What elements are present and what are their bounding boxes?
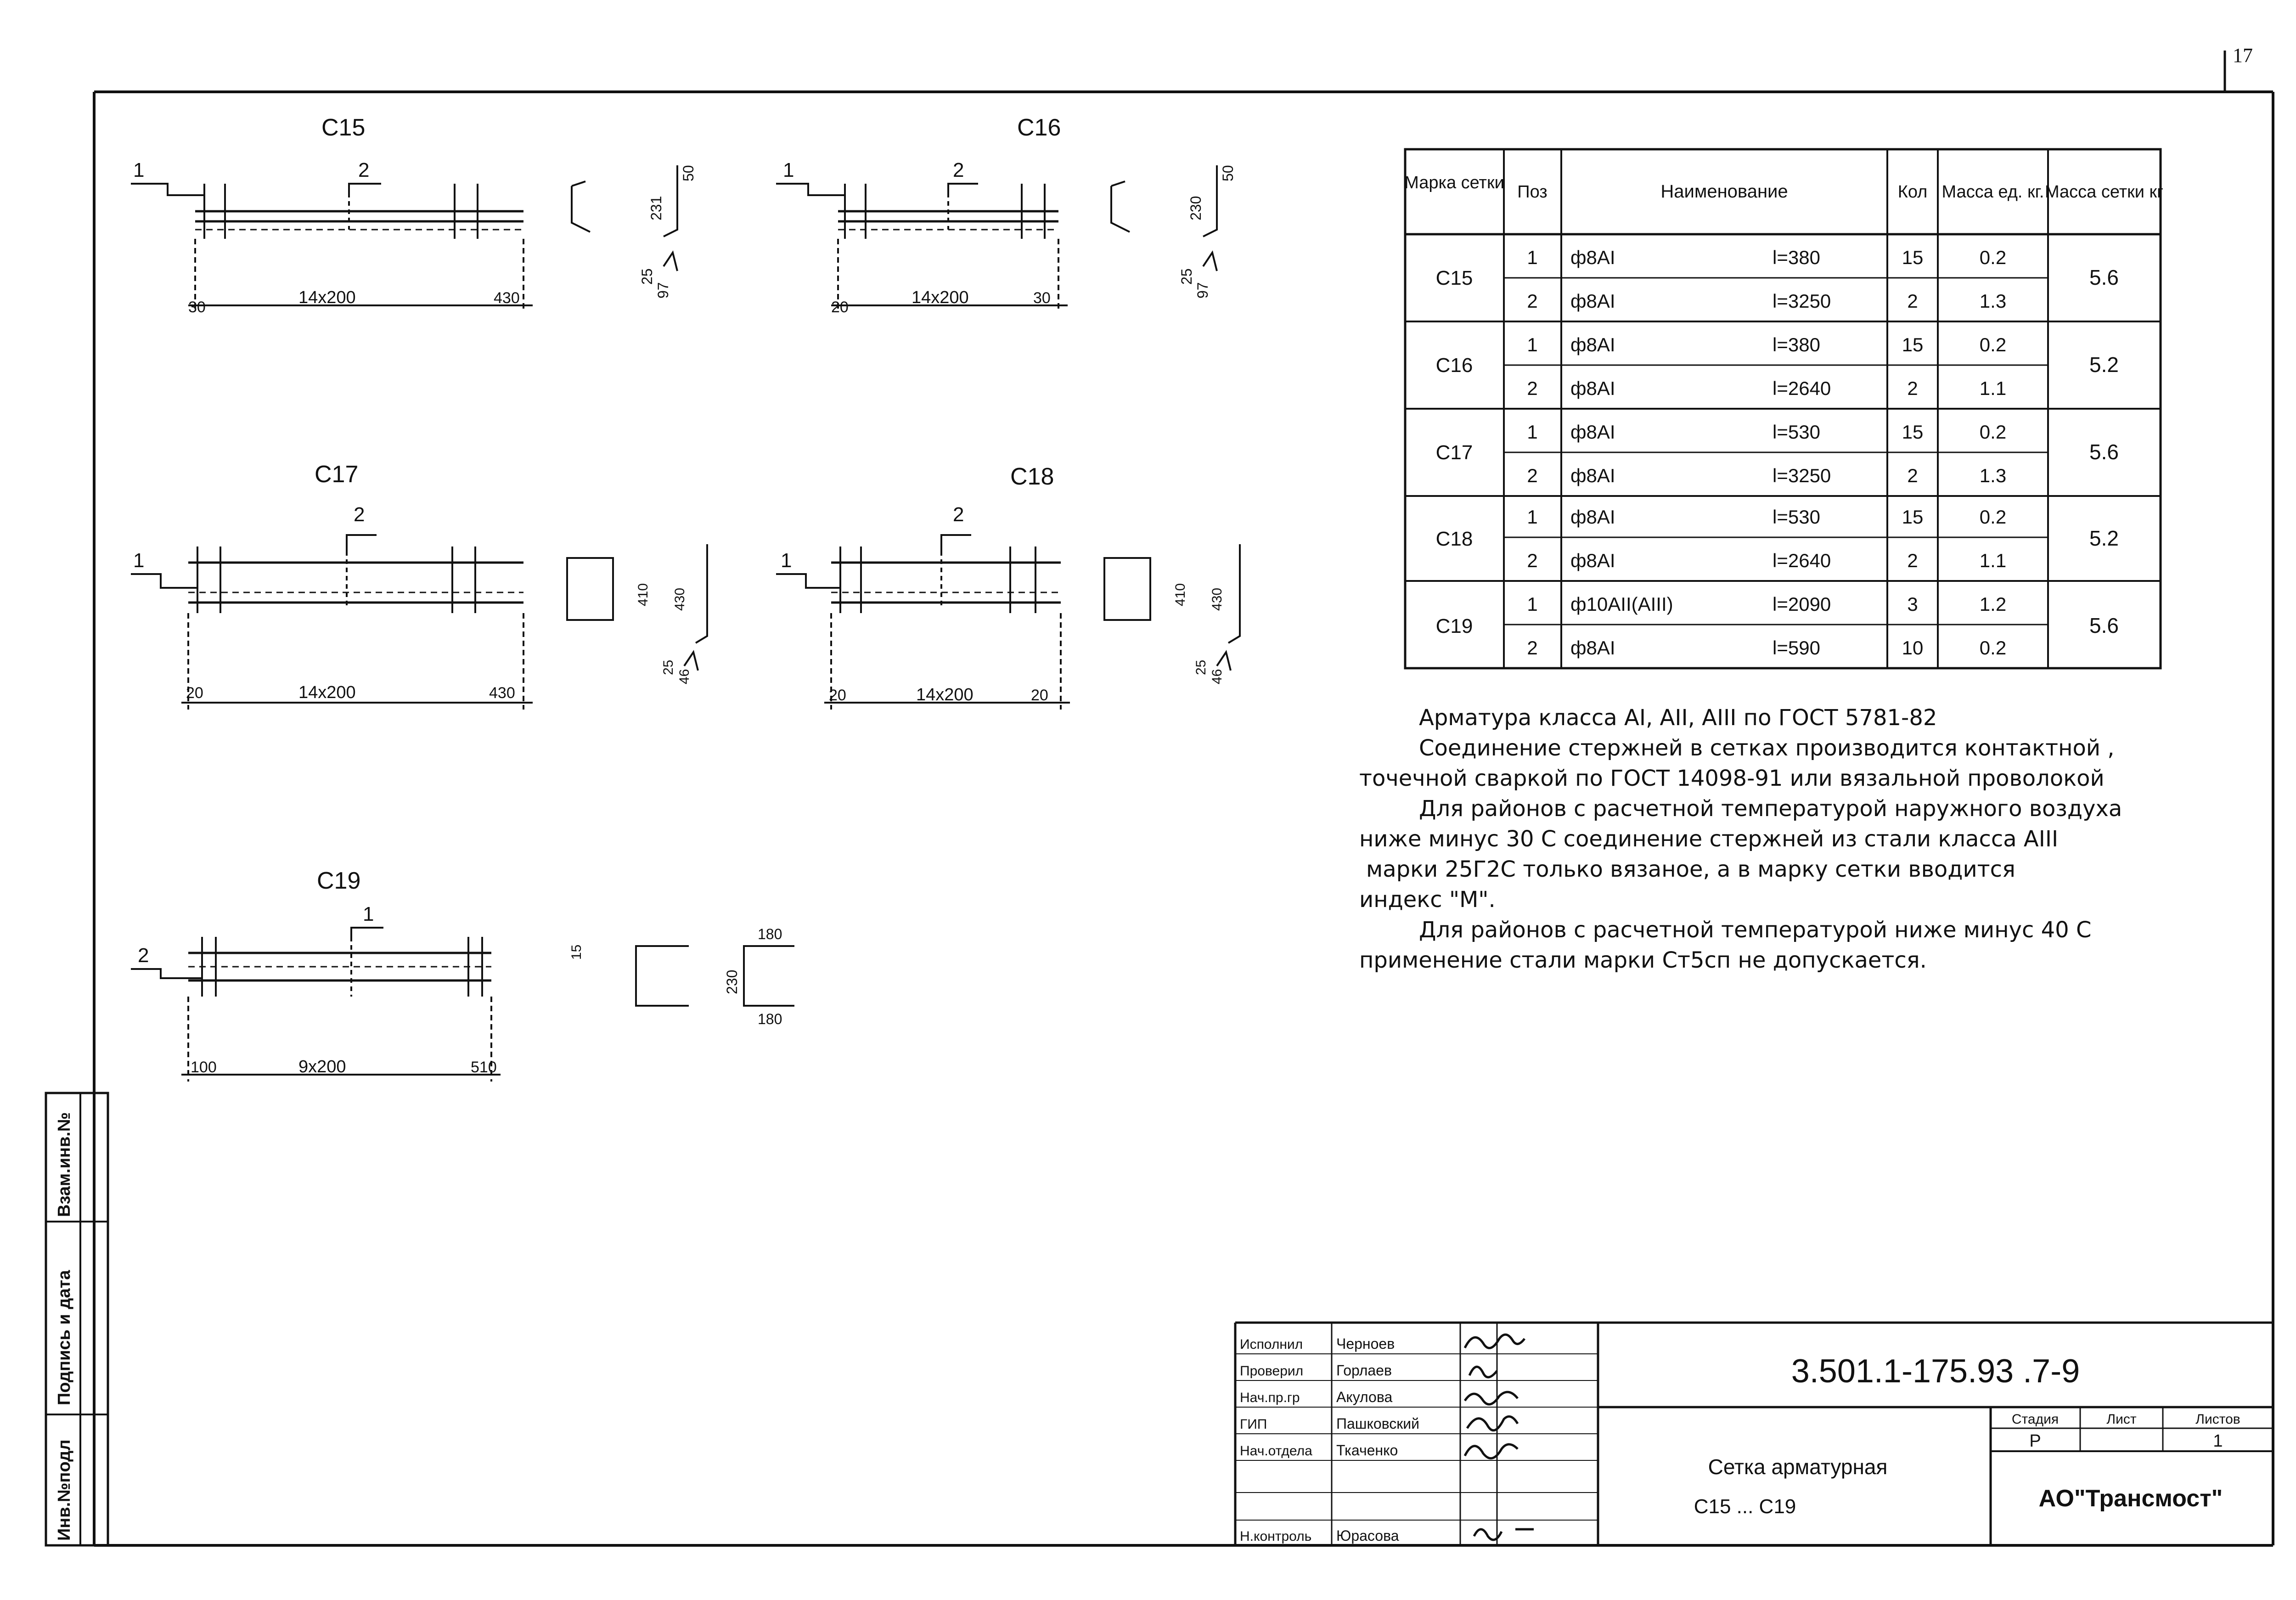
table-qty: 2 [1907,377,1918,399]
table-pos: 2 [1527,637,1538,659]
c16-dim-right: 30 [1033,289,1051,307]
table-mesh-mass: 5.2 [2089,353,2119,377]
stage-label: Стадия [2011,1412,2059,1427]
table-mesh-mass: 5.6 [2089,614,2119,637]
table-qty: 15 [1902,247,1924,268]
table-pos: 1 [1527,334,1538,355]
table-unit-mass: 1.3 [1979,465,2007,486]
table-mark: С15 [1435,267,1473,289]
c19-sec-d: 15 [569,944,584,960]
table-name: ф8AI [1570,334,1615,355]
doc-code: 3.501.1-175.93 .7-9 [1791,1353,2080,1390]
mesh-drawing-c18 [776,535,1240,710]
table-unit-mass: 0.2 [1979,247,2007,268]
table-header-name: Наименование [1660,181,1788,202]
table-name: ф8AI [1570,506,1615,528]
table-length: l=590 [1773,637,1820,659]
table-name: ф8AI [1570,465,1615,486]
c15-sec-d: 97 [655,282,671,299]
sheet-label: Лист [2106,1412,2137,1427]
tb-role: Исполнил [1240,1337,1303,1352]
c17-pos2: 2 [354,503,365,526]
table-qty: 2 [1907,550,1918,571]
note-line: ниже минус 30 С соединение стержней из стали класса AIII [1359,826,2059,852]
c19-dim-main: 9x200 [298,1057,346,1076]
table-qty: 15 [1902,506,1924,528]
table-qty: 3 [1907,593,1918,615]
c19-pos2: 2 [138,944,149,967]
doc-name-line2: С15 ... С19 [1694,1495,1796,1518]
c19-pos1: 1 [363,903,374,925]
table-pos: 2 [1527,465,1538,486]
table-header-mesh-mass: Масса сетки кг [2044,182,2164,202]
table-name: ф8AI [1570,550,1615,571]
c16-dim-left: 20 [831,299,849,316]
table-mesh-mass: 5.6 [2089,265,2119,289]
c18-pos2: 2 [953,503,964,526]
c16-pos1: 1 [783,159,794,181]
tb-person: Горлаев [1336,1362,1392,1379]
table-length: l=530 [1773,421,1820,443]
table-qty: 15 [1902,334,1924,355]
c16-sec-d: 97 [1194,282,1211,299]
tb-role: Нач.отдела [1240,1443,1312,1459]
mesh-drawing-c17 [131,535,707,710]
table-length: l=3250 [1773,290,1831,312]
c16-sec-a: 230 [1187,196,1204,220]
table-header-qty: Кол [1897,182,1928,202]
table-name: ф8AI [1570,247,1615,268]
sheet-number: 17 [2233,44,2253,67]
c17-dim-main: 14x200 [298,683,356,702]
table-length: l=380 [1773,334,1820,355]
table-length: l=2640 [1773,377,1831,399]
table-pos: 1 [1527,593,1538,615]
c17-dim-left: 20 [186,684,203,702]
table-unit-mass: 0.2 [1979,334,2007,355]
table-mesh-mass: 5.6 [2089,440,2119,464]
c18-dim-left: 20 [829,687,846,704]
table-qty: 15 [1902,421,1924,443]
table-mark: С16 [1435,354,1473,377]
table-length: l=530 [1773,506,1820,528]
table-unit-mass: 0.2 [1979,421,2007,443]
table-length: l=3250 [1773,465,1831,486]
c16-sec-b: 50 [1220,165,1236,181]
table-header-pos: Поз [1517,182,1548,202]
tb-role: Н.контроль [1240,1529,1312,1544]
table-length: l=380 [1773,247,1820,268]
table-mark: С17 [1435,441,1473,464]
table-header-unit-mass: Масса ед. кг. [1941,182,2044,202]
tb-person: Акулова [1336,1389,1393,1405]
table-mesh-mass: 5.2 [2089,526,2119,550]
c15-pos2: 2 [358,159,370,181]
table-qty: 2 [1907,290,1918,312]
c17-sec-a: 410 [636,583,651,606]
tb-person: Пашковский [1336,1415,1420,1432]
tb-person: Черноев [1336,1335,1395,1352]
c18-dim-main: 14x200 [916,685,974,704]
note-line: Для районов с расчетной температурой наружного воздуха [1419,796,2122,822]
table-pos: 1 [1527,506,1538,528]
table-unit-mass: 1.1 [1979,377,2007,399]
table-pos: 2 [1527,550,1538,571]
side-stamp-inv: Инв.№подл [55,1439,74,1541]
tb-role: Проверил [1240,1363,1304,1379]
table-length: l=2090 [1773,593,1831,615]
table-pos: 2 [1527,377,1538,399]
c15-sec-c: 25 [639,268,655,285]
c17-pos1: 1 [133,549,145,572]
c15-dim-left: 30 [188,299,206,316]
table-length: l=2640 [1773,550,1831,571]
c19-dim-left: 100 [191,1059,217,1076]
c15-sec-a: 231 [648,196,664,220]
side-stamp-replace: Взам.инв.№ [55,1112,74,1217]
tb-role: Нач.пр.гр [1240,1390,1300,1405]
c17-sec-d: 46 [677,669,692,684]
table-qty: 10 [1902,637,1924,659]
note-line: индекс "М". [1359,887,1496,913]
table-name: ф8AI [1570,377,1615,399]
c15-pos1: 1 [133,159,145,181]
c16-title: С16 [1017,114,1061,141]
c16-dim-main: 14x200 [912,288,969,307]
organization: АО"Трансмост" [2038,1485,2223,1512]
table-unit-mass: 0.2 [1979,506,2007,528]
sheets-value: 1 [2213,1431,2223,1451]
tb-person: Юрасова [1336,1527,1399,1544]
spec-table-grid [1405,149,2164,668]
c19-title: С19 [317,868,361,894]
table-mark: С18 [1435,528,1473,550]
table-unit-mass: 0.2 [1979,637,2007,659]
c18-sec-b: 430 [1210,587,1225,611]
signatures [1465,1335,1534,1540]
mesh-drawing-c16 [776,165,1217,312]
c15-sec-b: 50 [680,165,697,181]
table-pos: 1 [1527,247,1538,268]
tb-person: Ткаченко [1336,1442,1398,1459]
note-line: точечной сваркой по ГОСТ 14098-91 или вязальной проволокой [1359,766,2105,791]
note-line: Для районов с расчетной температурой ниже минус 40 С [1419,917,2092,943]
table-qty: 2 [1907,465,1918,486]
mesh-drawing-c19 [131,928,794,1082]
side-stamp-signature: Подпись и дата [55,1270,74,1405]
note-line: марки 25Г2С только вязаное, а в марку сетки вводится [1366,856,2015,882]
table-mark: С19 [1435,615,1473,637]
note-line: применение стали марки Ст5сп не допускается. [1359,947,1927,973]
c15-dim-right: 430 [494,289,520,307]
c18-dim-right: 20 [1031,687,1048,704]
table-pos: 1 [1527,421,1538,443]
note-line: Соединение стержней в сетках производится контактной , [1419,735,2115,761]
stage-value: Р [2029,1431,2041,1451]
doc-name-line1: Сетка арматурная [1708,1455,1888,1479]
c17-title: С17 [315,461,359,488]
c19-sec-b: 180 [758,926,782,942]
table-unit-mass: 1.2 [1979,593,2007,615]
c16-pos2: 2 [953,159,964,181]
c18-title: С18 [1010,463,1054,490]
c19-dim-right: 510 [471,1059,497,1076]
table-unit-mass: 1.1 [1979,550,2007,571]
c18-sec-d: 46 [1210,669,1225,684]
c18-sec-c: 25 [1193,659,1209,675]
table-pos: 2 [1527,290,1538,312]
c19-sec-c: 180 [758,1011,782,1027]
c19-sec-a: 230 [724,969,740,994]
c16-sec-c: 25 [1178,268,1195,285]
table-name: ф8AI [1570,421,1615,443]
c18-sec-a: 410 [1173,583,1188,606]
table-unit-mass: 1.3 [1979,290,2007,312]
c18-pos1: 1 [781,549,792,572]
table-name: ф8AI [1570,290,1615,312]
table-header-mark: Марка сетки [1404,173,1504,192]
mesh-drawing-c15 [131,165,677,312]
c17-sec-c: 25 [661,659,676,675]
c15-title: С15 [321,114,366,141]
c15-dim-main: 14x200 [298,288,356,307]
note-line: Арматура класса AI, AII, AIII по ГОСТ 5781-82 [1419,705,1937,731]
table-name: ф10AII(AIII) [1570,593,1673,615]
table-name: ф8AI [1570,637,1615,659]
c17-sec-b: 430 [672,587,687,611]
tb-role: ГИП [1240,1417,1267,1432]
sheets-label: Листов [2195,1412,2240,1427]
c17-dim-right: 430 [489,684,515,702]
